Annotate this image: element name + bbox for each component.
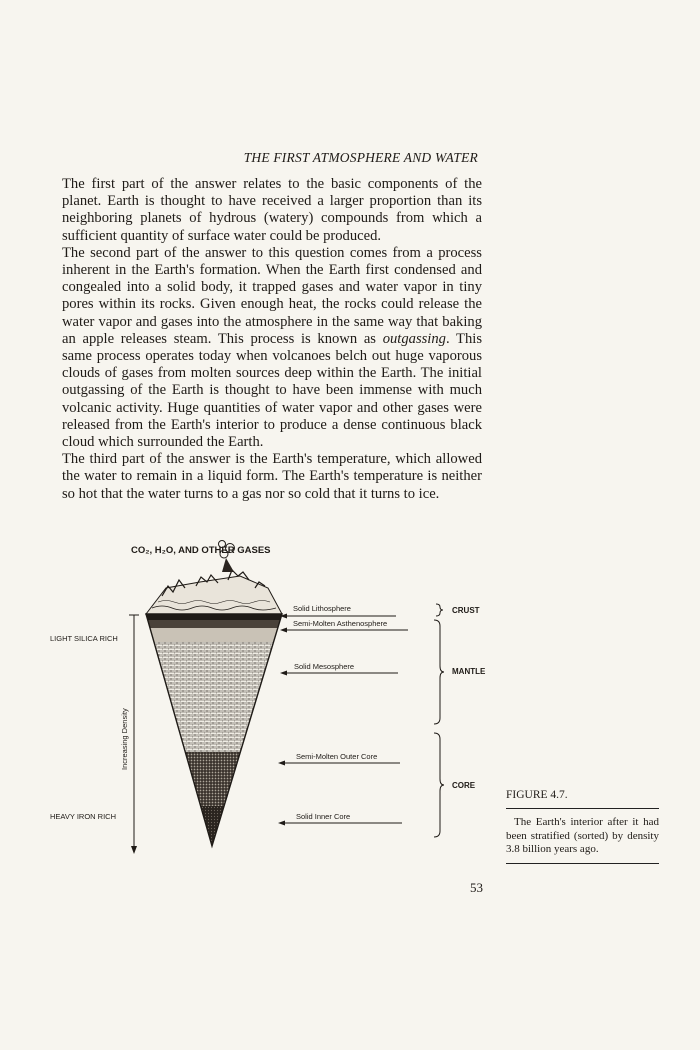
increasing-density-label: Increasing Density [120, 708, 129, 770]
paragraph-1 [62, 176, 482, 245]
gases-title: CO₂, H₂O, AND OTHER GASES [131, 545, 271, 556]
paragraph-2 [62, 245, 482, 451]
layer-pointers [278, 614, 408, 826]
figure-caption-text: The Earth's interior after it had been stratified (sorted) by density 3.8 billion years ago. [506, 816, 659, 864]
paragraph-1-text: The first part of the answer relates to the basic components of the planet. Earth is thought to have received a larger proportion than its neighboring planets of hydrous (watery) compounds from which a sufficient quantity of surface water could be produced. [62, 176, 482, 244]
group-mantle-label: MANTLE [452, 667, 486, 676]
running-head: THE FIRST ATMOSPHERE AND WATER [243, 150, 478, 165]
paragraph-3-text: The third part of the answer is the Earth's temperature, which allowed the water to remain in a liquid form. The Earth's temperature is neither so hot that the water turns to a gas nor so cold that it turns to ice. [62, 451, 482, 502]
group-core-label: CORE [452, 781, 476, 790]
page-number: 53 [470, 880, 483, 895]
layer-asthenosphere-label: Semi-Molten Asthenosphere [293, 619, 388, 628]
layer-outer-core-label: Semi-Molten Outer Core [296, 752, 378, 761]
layer-lithosphere-label: Solid Lithosphere [293, 604, 351, 613]
paragraph-3 [62, 451, 482, 503]
heavy-iron-label: HEAVY IRON RICH [50, 812, 116, 821]
figure-caption [506, 788, 659, 864]
term-outgassing: outgassing [382, 330, 446, 347]
light-silica-label: LIGHT SILICA RICH [50, 634, 118, 643]
group-braces [434, 604, 444, 837]
interior-cone [140, 614, 290, 848]
layer-inner-core-label: Solid Inner Core [296, 812, 351, 821]
paragraph-2-text-a: The second part of the answer to this question comes from a process inherent in the Earth's formation. When the Earth first condensed and congealed into a solid body, it trapped gases and water vapor in tiny pores within its rocks. Given enough heat, the rocks could release the water vapor and gases into the atmosphere in the same way that baking an apple releases steam. This process is known as [62, 244, 482, 347]
layer-mesosphere-label: Solid Mesosphere [294, 662, 355, 671]
figure-label: FIGURE 4.7. [506, 788, 659, 809]
paragraph-2-text-b: . This same process operates today when volcanoes belch out huge vaporous clouds of gases from molten sources deep within the Earth. The initial outgassing of the Earth is thought to have been immense with much volcanic activity. Huge quantities of water vapor and other gases were released from the Earth's interior to produce a dense continuous black cloud which surrounded the Earth. [62, 330, 482, 451]
group-crust-label: CRUST [452, 606, 480, 615]
body-text [62, 176, 482, 503]
